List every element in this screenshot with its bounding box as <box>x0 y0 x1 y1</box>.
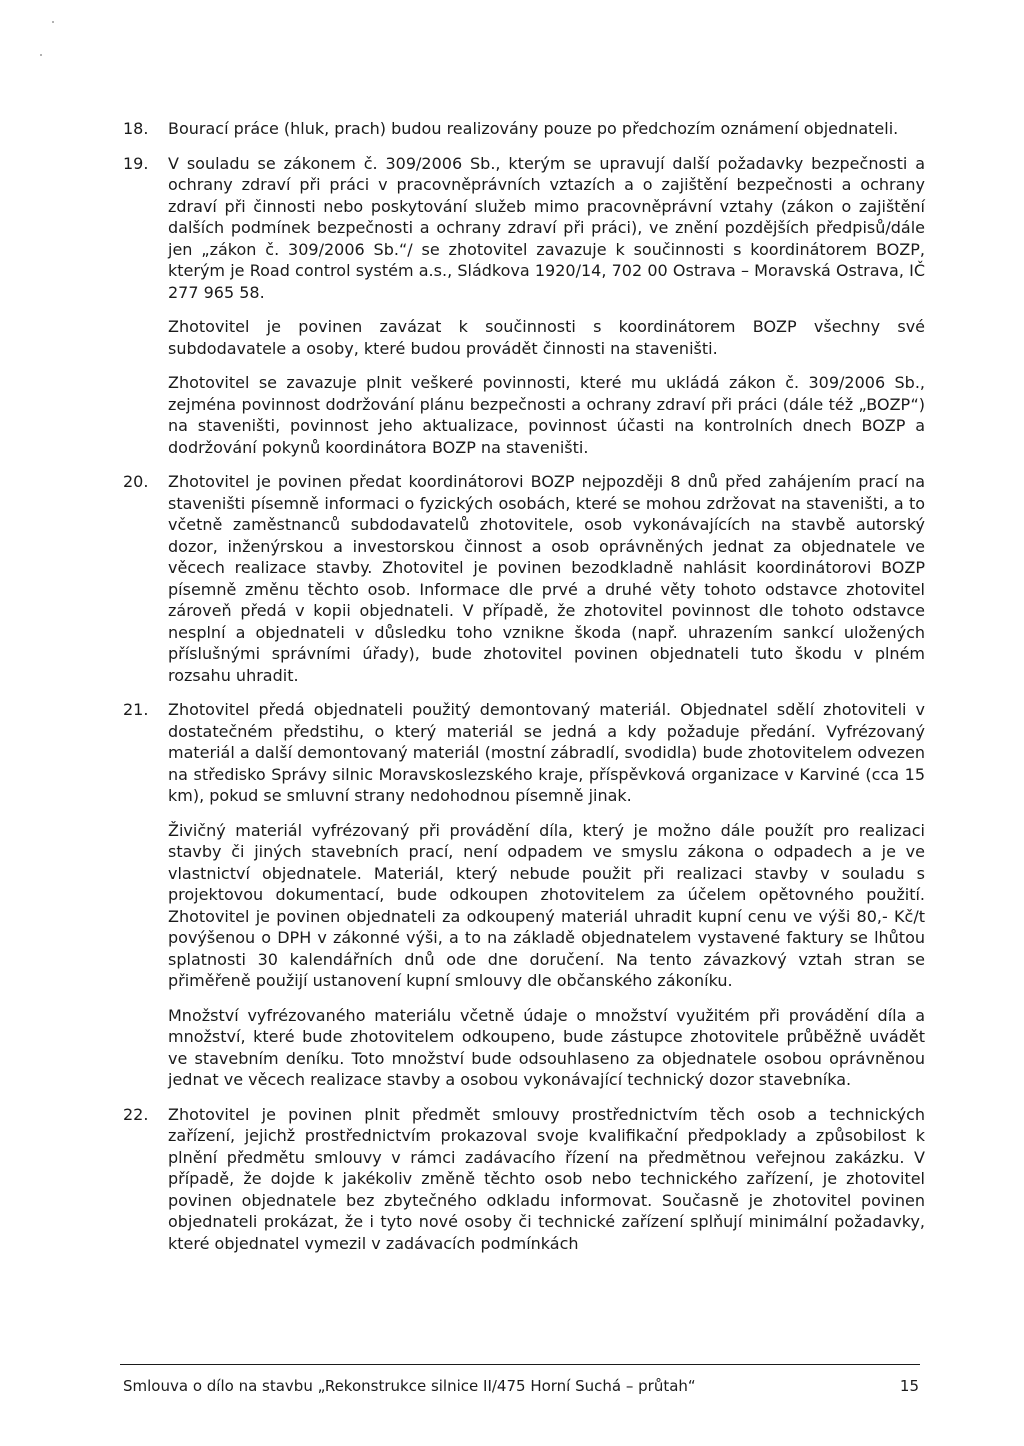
clause-18 <box>123 118 925 140</box>
clause-paragraph: Zhotovitel předá objednateli použitý demontovaný materiál. Objednatel sdělí zhotoviteli v dostatečném předstihu, o který materiál se jedná a kdy požaduje předání. Vyfrézovaný materiál a další demontovaný materiál (mostní zábradlí, svodidla) bude zhotovitelem odvezen na středisko Správy silnic Moravskoslezského kraje, příspěvková organizace v Karviné (cca 15 km), pokud se smluvní strany nedohodnou písemně jinak. <box>168 700 925 805</box>
clause-22 <box>123 1104 925 1255</box>
clause-paragraph: Zhotovitel se zavazuje plnit veškeré povinnosti, které mu ukládá zákon č. 309/2006 Sb., zejména povinnost dodržování plánu bezpečnosti a ochrany zdraví při práci (dále též „BOZP“) na staveništi, povinnost jeho aktualizace, povinnost účasti na kontrolních dnech BOZP a dodržování pokynů koordinátora BOZP na staveništi. <box>168 373 925 457</box>
clause-paragraph: Živičný materiál vyfrézovaný při provádění díla, který je možno dále použít pro realizaci stavby či jiných stavebních prací, není odpadem ve smyslu zákona o odpadech a je ve vlastnictví objednatele. Materiál, který nebude použit při realizaci stavby v souladu s projektovou dokumentací, bude odkoupen zhotovitelem za účelem opětovného použití. Zhotovitel je povinen objednateli za odkoupený materiál uhradit kupní cenu ve výši 80,- Kč/t povýšenou o DPH v zákonné výši, a to na základě objednatelem vystavené faktury se lhůtou splatnosti 30 kalendářních dnů ode dne doručení. Na tento závazkový vztah stran se přiměřeně použijí ustanovení kupní smlouvy dle občanského zákoníku. <box>168 820 925 990</box>
clause-21 <box>123 699 925 1091</box>
clause-paragraph: Množství vyfrézovaného materiálu včetně údaje o množství využitém při provádění díla a množství, které bude zhotovitelem odkoupeno, bude zástupce zhotovitele průběžně uvádět ve stavebním deníku. Toto množství bude odsouhlaseno za objednatele osobou oprávněnou jednat ve věcech realizace stavby a osobou vykonávající technický dozor stavebníka. <box>168 1005 925 1089</box>
scan-speck <box>40 54 42 56</box>
clause-19 <box>123 153 925 459</box>
clause-number: 18. <box>123 119 149 138</box>
clause-number: 20. <box>123 472 149 491</box>
clause-paragraph: Bourací práce (hluk, prach) budou realizovány pouze po předchozím oznámení objednateli. <box>168 119 899 138</box>
clause-number: 22. <box>123 1104 149 1124</box>
document-body <box>123 118 925 1267</box>
clause-20 <box>123 471 925 686</box>
clause-number: 19. <box>123 153 149 173</box>
footer-title: Smlouva o dílo na stavbu „Rekonstrukce silnice II/475 Horní Suchá – průtah“ <box>123 1377 696 1395</box>
clause-paragraph: Zhotovitel je povinen předat koordinátorovi BOZP nejpozději 8 dnů před zahájením prací na staveništi písemně informaci o fyzických osobách, které se mohou zdržovat na staveništi, a to včetně zaměstnanců subdodavatelů zhotovitele, osob vykonávajících na stavbě autorský dozor, inženýrskou a investorskou činnost a osob oprávněných jednat za objednatele ve věcech realizace stavby. Zhotovitel je povinen bezodkladně nahlásit koordinátorovi BOZP písemně změnu těchto osob. Informace dle prvé a druhé věty tohoto odstavce zhotovitel zároveň předá v kopii objednateli. V případě, že zhotovitel povinnost dle tohoto odstavce nesplní a objednateli v důsledku toho vznikne škoda (např. uhrazením sankcí uložených příslušnými správními úřady), bude zhotovitel povinen objednateli tuto škodu v plném rozsahu uhradit. <box>168 472 925 685</box>
clause-paragraph: Zhotovitel je povinen zavázat k součinnosti s koordinátorem BOZP všechny své subdodavatele a osoby, které budou provádět činnosti na staveništi. <box>168 317 925 358</box>
footer-divider <box>120 1364 920 1365</box>
clause-number: 21. <box>123 700 149 719</box>
scan-speck <box>52 21 54 23</box>
page-number: 15 <box>899 1377 919 1395</box>
clause-paragraph: V souladu se zákonem č. 309/2006 Sb., kterým se upravují další požadavky bezpečnosti a ochrany zdraví při práci v pracovněprávních vztazích a o zajištění bezpečnosti a ochrany zdraví při činnosti nebo poskytování služeb mimo pracovněprávní vztahy (zákon o zajištění dalších podmínek bezpečnosti a ochrany zdraví při práci), ve znění pozdějších předpisů/dále jen „zákon č. 309/2006 Sb.“/ se zhotovitel zavazuje k součinnosti s koordinátorem BOZP, kterým je Road control systém a.s., Sládkova 1920/14, 702 00 Ostrava – Moravská Ostrava, IČ 277 965 58. <box>168 153 925 302</box>
clause-paragraph: Zhotovitel je povinen plnit předmět smlouvy prostřednictvím těch osob a technických zařízení, jejichž prostřednictvím prokazoval svoje kvalifikační předpoklady a způsobilost k plnění předmětu smlouvy v rámci zadávacího řízení na předmětnou veřejnou zakázku. V případě, že dojde k jakékoliv změně těchto osob nebo technického zařízení, je zhotovitel povinen objednatele bez zbytečného odkladu informovat. Současně je zhotovitel povinen objednateli prokázat, že i tyto nové osoby či technické zařízení splňují minimální požadavky, které objednatel vymezil v zadávacích podmínkách <box>168 1104 925 1253</box>
